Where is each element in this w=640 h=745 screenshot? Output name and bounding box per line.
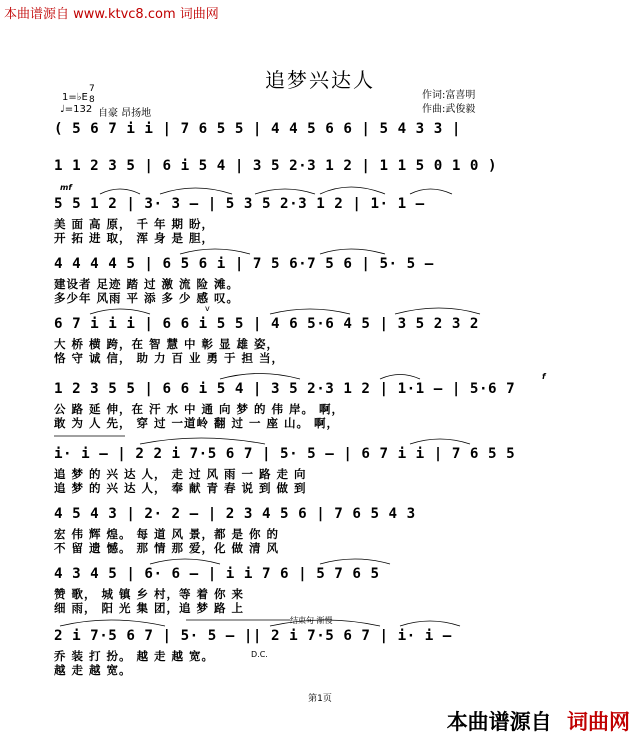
notation-row-6: 1 2 3 5 5 | 6 6 i 5 4 | 3 5 2·3 1 2 | 1·1 – | 5·6 7	[54, 381, 516, 397]
site-header-watermark: 本曲谱源自 www.ktvc8.com 词曲网	[4, 7, 219, 22]
site-footer-part2: 词曲网	[567, 710, 630, 734]
lyric-row-9-verse-2: 细 雨， 阳 光 集 团，追 梦 路 上	[54, 601, 245, 615]
lyric-row-4-verse-1: 建设者 足迹 踏 过 激 流 险 滩。	[54, 277, 240, 291]
tempo-expression: 自豪 昂扬地	[98, 108, 152, 119]
lyric-row-5-verse-1: 大 桥 横 跨，在 智 慧 中 彰 显 雄 姿，	[54, 337, 280, 351]
song-title: 追梦兴达人	[265, 68, 375, 92]
notation-row-4: 4 4 4 4 5 | 6 5 6 i | 7 5 6·7 5 6 | 5· 5 –	[54, 256, 434, 272]
lyric-row-5-verse-2: 恪 守 诚 信， 助 力 百 业 勇 于 担 当，	[54, 351, 285, 365]
dynamic-mf: mf	[60, 183, 72, 192]
notation-row-2: 1 1 2 3 5 | 6 i 5 4 | 3 5 2·3 1 2 | 1 1 5 0 1 0 )	[54, 158, 498, 174]
lyric-row-3-verse-2: 开 拓 进 取， 浑 身 是 胆，	[54, 231, 215, 245]
lyricist-credit: 作词:富喜明	[422, 90, 476, 101]
lyric-row-8-verse-1: 宏 伟 辉 煌。 每 道 风 景，都 是 你 的	[54, 527, 280, 541]
dc-marking: D.C.	[251, 650, 268, 659]
lyric-row-6-verse-2: 敢 为 人 先， 穿 过 一道岭 翻 过 一 座 山。 啊，	[54, 416, 340, 430]
notation-row-7: i· i – | 2 2 i 7·5 6 7 | 5· 5 – | 6 7 i i | 7 6 5 5	[54, 446, 516, 462]
ending-marking: 结束句 渐慢	[290, 616, 333, 625]
lyric-row-3-verse-1: 美 面 高 原， 千 年 期 盼，	[54, 217, 215, 231]
lyric-row-8-verse-2: 不 留 遗 憾。 那 情 那 爱，化 做 清 风	[54, 541, 280, 555]
lyric-row-10-verse-2: 越 走 越 宽。	[54, 663, 132, 677]
breath-mark: v	[205, 304, 210, 313]
time-signature-top: 7	[89, 84, 95, 94]
lyric-row-10-verse-1: 乔 装 打 扮。 越 走 越 宽。	[54, 649, 215, 663]
lyric-row-9-verse-1: 赞 歌， 城 镇 乡 村，等 着 你 来	[54, 587, 245, 601]
notation-row-10: 2 i 7·5 6 7 | 5· 5 – || 2 i 7·5 6 7 | i· i –	[54, 628, 452, 644]
page-number: 第1页	[308, 694, 332, 704]
time-signature-bottom: 8	[89, 95, 95, 105]
notation-row-3: 5 5 1 2 | 3· 3 – | 5 3 5 2·3 1 2 | 1· 1 –	[54, 196, 425, 212]
notation-row-9: 4 3 4 5 | 6· 6 – | i i 7 6 | 5 7 6 5	[54, 566, 380, 582]
lyric-row-7-verse-1: 追 梦 的 兴 达 人， 走 过 风 雨 一 路 走 向	[54, 467, 307, 481]
dynamic-f: f	[542, 372, 546, 381]
site-footer-part1: 本曲谱源自	[446, 710, 552, 734]
notation-row-1: ( 5 6 7 i i | 7 6 5 5 | 4 4 5 6 6 | 5 4 3 3 |	[54, 121, 461, 137]
notation-row-5: 6 7 i i i | 6 6 i 5 5 | 4 6 5·6 4 5 | 3 5 2 3 2	[54, 316, 479, 332]
key-signature: 1=♭E	[62, 92, 88, 103]
composer-credit: 作曲:武俊毅	[422, 104, 476, 115]
lyric-row-4-verse-2: 多少年 风雨 平 添 多 少 感 叹。	[54, 291, 240, 305]
tempo-marking: ♩=132	[60, 104, 93, 115]
lyric-row-6-verse-1: 公 路 延 伸，在 汗 水 中 通 向 梦 的 伟 岸。 啊，	[54, 402, 345, 416]
notation-row-8: 4 5 4 3 | 2· 2 – | 2 3 4 5 6 | 7 6 5 4 3	[54, 506, 416, 522]
lyric-row-7-verse-2: 追 梦 的 兴 达 人， 奉 献 青 春 说 到 做 到	[54, 481, 307, 495]
site-footer-watermark	[447, 706, 630, 736]
